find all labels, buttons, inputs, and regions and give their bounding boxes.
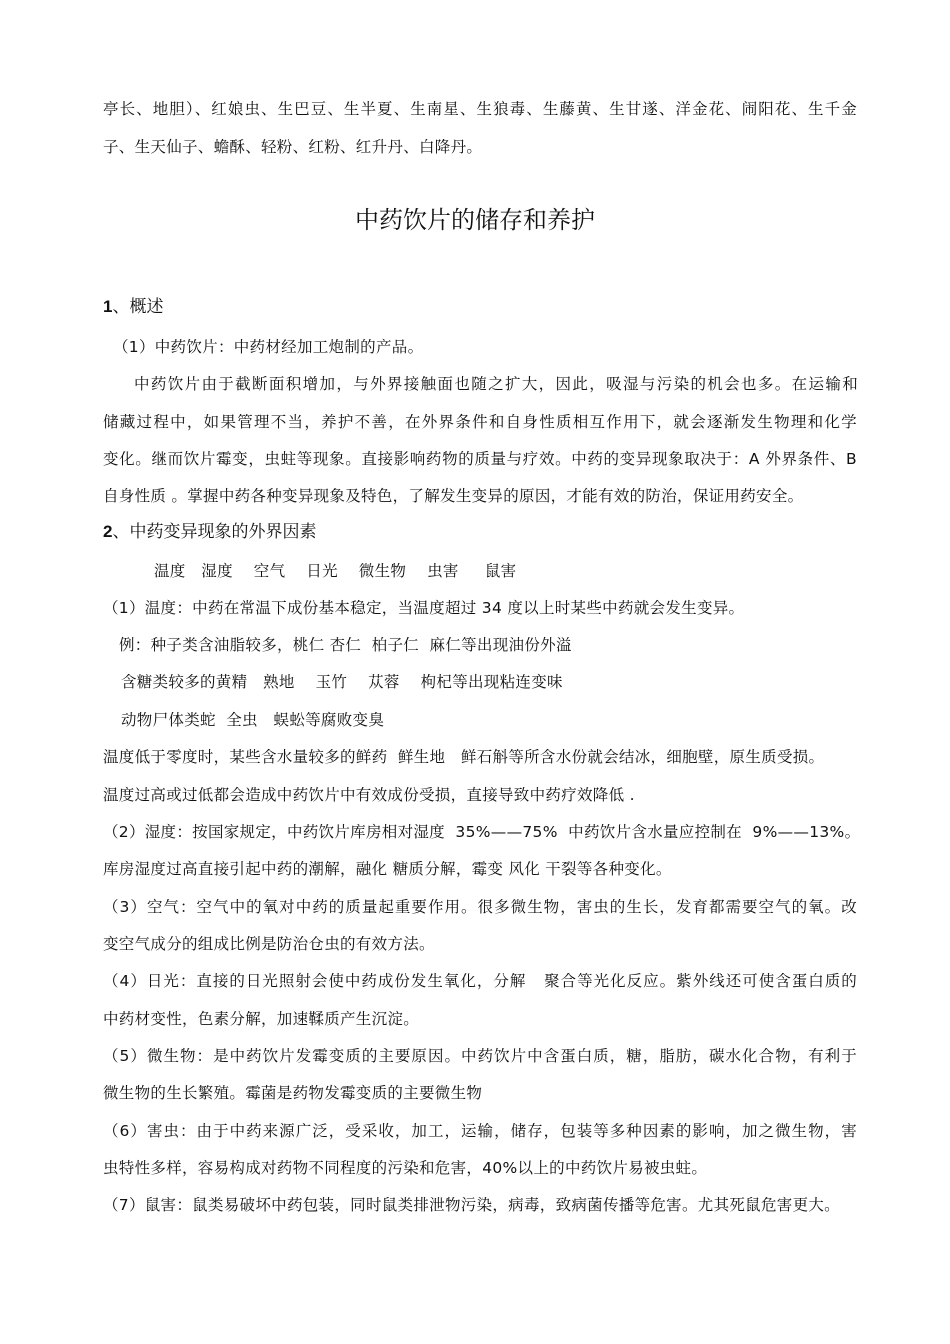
section-1-heading-text: 、概述: [112, 297, 164, 317]
intro-line-1: 亭长、地胆）、红娘虫、生巴豆、生半夏、生南星、生狼毒、生藤黄、生甘遂、洋金花、闹阳花、生千金: [103, 100, 857, 118]
intro-line-2: 子、生天仙子、蟾酥、轻粉、红粉、红升丹、白降丹。: [103, 138, 483, 156]
section-1-para-line-3: 变化。继而饮片霉变，虫蛀等现象。直接影响药物的质量与疗效。中药的变异现象取决于：A 外界条件、B: [103, 450, 857, 468]
section-2-heading-text: 、中药变异现象的外界因素: [112, 522, 317, 542]
humidity-line-1: （2）湿度：按国家规定，中药饮片库房相对湿度 35%——75% 中药饮片含水量应控制在 9%——13%。: [103, 823, 861, 841]
sunlight-line-2: 中药材变性，色素分解，加速鞣质产生沉淀。: [103, 1010, 420, 1028]
section-1-item-1: （1）中药饮片：中药材经加工炮制的产品。: [113, 338, 424, 356]
temperature-line: （1）温度：中药在常温下成份基本稳定，当温度超过 34 度以上时某些中药就会发生变异。: [103, 599, 745, 617]
section-2-number: 2: [103, 522, 113, 541]
section-1-para-line-4: 自身性质 。掌握中药各种变异现象及特色，了解发生变异的原因，才能有效的防治，保证用药安全。: [103, 487, 804, 505]
air-line-2: 变空气成分的组成比例是防治仓虫的有效方法。: [103, 935, 435, 953]
microbe-line-2: 微生物的生长繁殖。霉菌是药物发霉变质的主要微生物: [103, 1084, 483, 1102]
section-2-heading: [103, 521, 316, 543]
temperature-low-line: 温度低于零度时，某些含水量较多的鲜药 鲜生地 鲜石斛等所含水份就会结冰，细胞壁，原生质受损。: [103, 748, 825, 766]
rodent-line: （7）鼠害：鼠类易破坏中药包装，同时鼠类排泄物污染，病毒，致病菌传播等危害。尤其死鼠危害更大。: [103, 1196, 840, 1214]
page-title: 中药饮片的储存和养护: [355, 206, 595, 234]
temperature-example-2: 含糖类较多的黄精 熟地 玉竹 苁蓉 枸杞等出现粘连变味: [121, 673, 563, 691]
section-1-number: 1: [103, 297, 113, 316]
pest-line-1: （6）害虫：由于中药来源广泛，受采收，加工，运输，储存，包装等多种因素的影响，加之微生物，害: [103, 1122, 857, 1140]
sunlight-line-1: （4）日光：直接的日光照射会使中药成份发生氧化，分解 聚合等光化反应。紫外线还可使含蛋白质的: [103, 972, 857, 990]
pest-line-2: 虫特性多样，容易构成对药物不同程度的污染和危害，40%以上的中药饮片易被虫蛀。: [103, 1159, 708, 1177]
microbe-line-1: （5）微生物：是中药饮片发霉变质的主要原因。中药饮片中含蛋白质，糖，脂肪，碳水化合物，有利于: [103, 1047, 857, 1065]
section-1-para-line-1: 中药饮片由于截断面积增加，与外界接触面也随之扩大，因此，吸湿与污染的机会也多。在运输和: [134, 375, 858, 393]
section-1-para-line-2: 储藏过程中，如果管理不当，养护不善，在外界条件和自身性质相互作用下，就会逐渐发生物理和化学: [103, 413, 857, 431]
humidity-line-2: 库房湿度过高直接引起中药的潮解，融化 糖质分解，霉变 风化 干裂等各种变化。: [103, 860, 672, 878]
section-1-heading: [103, 296, 163, 318]
section-2-factors: 温度 湿度 空气 日光 微生物 虫害 鼠害: [154, 562, 517, 580]
temperature-example-1: 例：种子类含油脂较多，桃仁 杏仁 柏子仁 麻仁等出现油份外溢: [119, 636, 572, 654]
temperature-summary-line: 温度过高或过低都会造成中药饮片中有效成份受损，直接导致中药疗效降低 .: [103, 786, 635, 804]
air-line-1: （3）空气：空气中的氧对中药的质量起重要作用。很多微生物，害虫的生长，发育都需要空气的氧。改: [103, 898, 857, 916]
temperature-example-3: 动物尸体类蛇 全虫 蜈蚣等腐败变臭: [121, 711, 385, 729]
